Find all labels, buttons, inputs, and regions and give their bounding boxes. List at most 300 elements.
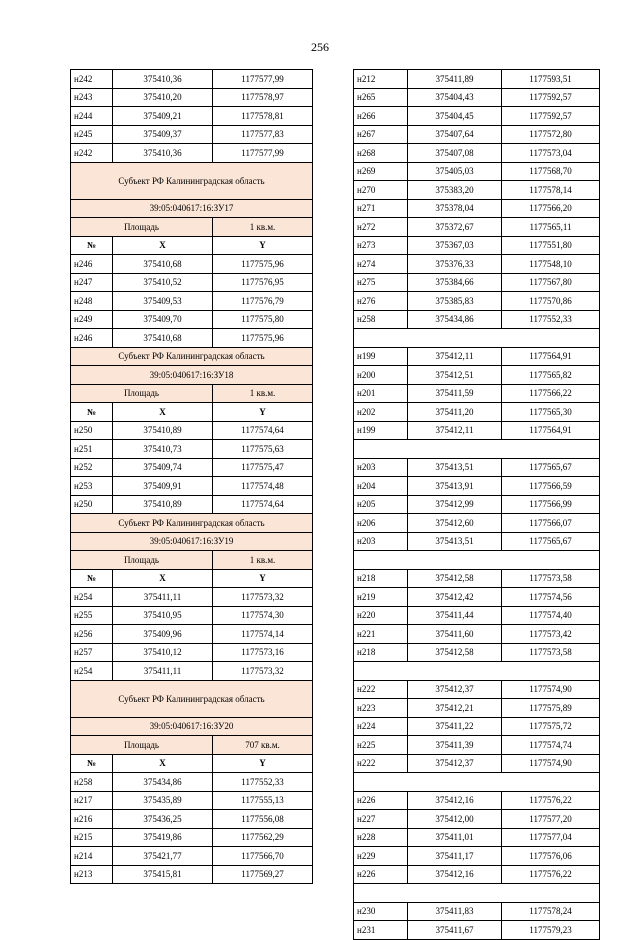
table-row: [71, 70, 313, 89]
table-row: [71, 588, 313, 607]
y-coordinate: 1177577,04: [502, 828, 600, 847]
point-number: н231: [354, 921, 408, 940]
table-row: [71, 273, 313, 292]
table-row: [71, 255, 313, 274]
x-coordinate: 375412,11: [408, 347, 502, 366]
y-coordinate: 1177577,99: [213, 70, 313, 89]
point-number: н268: [354, 144, 408, 163]
y-coordinate: 1177575,89: [502, 699, 600, 718]
y-coordinate: 1177548,10: [502, 255, 600, 274]
y-coordinate: 1177575,63: [213, 440, 313, 459]
y-coordinate: 1177577,20: [502, 810, 600, 829]
point-number: н250: [71, 421, 113, 440]
x-coordinate: 375410,68: [113, 329, 213, 348]
x-coordinate: 375410,95: [113, 606, 213, 625]
empty-cell: [354, 884, 600, 903]
y-coordinate: 1177572,80: [502, 125, 600, 144]
x-coordinate: 375410,20: [113, 88, 213, 107]
y-coordinate: 1177575,96: [213, 255, 313, 274]
point-number: н200: [354, 366, 408, 385]
table-row: [354, 458, 600, 477]
y-coordinate: 1177576,79: [213, 292, 313, 311]
y-coordinate: 1177573,58: [502, 569, 600, 588]
table-row: [71, 606, 313, 625]
x-coordinate: 375411,44: [408, 606, 502, 625]
table-row: [354, 181, 600, 200]
table-row: [354, 495, 600, 514]
x-coordinate: X: [113, 403, 213, 422]
section-title: 39:05:040617:16:ЗУ19: [71, 532, 313, 551]
y-coordinate: 1177593,51: [502, 70, 600, 89]
y-coordinate: 1177573,32: [213, 662, 313, 681]
section-header-row: [71, 199, 313, 218]
x-coordinate: 375409,53: [113, 292, 213, 311]
point-number: н242: [71, 144, 113, 163]
x-coordinate: X: [113, 569, 213, 588]
table-row: [71, 125, 313, 144]
table-row: [354, 125, 600, 144]
point-number: н212: [354, 70, 408, 89]
point-number: н255: [71, 606, 113, 625]
point-number: н218: [354, 569, 408, 588]
area-label: Площадь: [71, 551, 213, 570]
y-coordinate: 1177552,33: [502, 310, 600, 329]
x-coordinate: 375383,20: [408, 181, 502, 200]
point-number: н275: [354, 273, 408, 292]
point-number: н247: [71, 273, 113, 292]
x-coordinate: 375434,86: [113, 773, 213, 792]
y-coordinate: 1177566,22: [502, 384, 600, 403]
x-coordinate: 375411,11: [113, 662, 213, 681]
x-coordinate: 375410,36: [113, 144, 213, 163]
table-row: [71, 662, 313, 681]
point-number: н249: [71, 310, 113, 329]
y-coordinate: 1177574,90: [502, 754, 600, 773]
point-number: н216: [71, 810, 113, 829]
section-title: Субъект РФ Калининградская область: [71, 514, 313, 533]
x-coordinate: 375412,16: [408, 865, 502, 884]
table-row: [354, 199, 600, 218]
y-coordinate: 1177573,42: [502, 625, 600, 644]
table-row: [354, 643, 600, 662]
y-coordinate: 1177564,91: [502, 347, 600, 366]
y-coordinate: 1177574,56: [502, 588, 600, 607]
point-number: н254: [71, 662, 113, 681]
point-number: н256: [71, 625, 113, 644]
table-row: [354, 236, 600, 255]
point-number: н271: [354, 199, 408, 218]
x-coordinate: 375412,00: [408, 810, 502, 829]
area-value: 1 кв.м.: [213, 218, 313, 237]
table-row: [354, 532, 600, 551]
y-coordinate: Y: [213, 403, 313, 422]
section-title: Субъект РФ Калининградская область: [71, 162, 313, 199]
table-row: [354, 366, 600, 385]
x-coordinate: X: [113, 754, 213, 773]
x-coordinate: 375404,45: [408, 107, 502, 126]
point-number: н267: [354, 125, 408, 144]
table-row: [71, 865, 313, 884]
x-coordinate: 375411,11: [113, 588, 213, 607]
y-coordinate: 1177576,06: [502, 847, 600, 866]
point-number: н265: [354, 88, 408, 107]
point-number: н202: [354, 403, 408, 422]
table-row: [71, 292, 313, 311]
x-coordinate: 375404,43: [408, 88, 502, 107]
y-coordinate: 1177574,90: [502, 680, 600, 699]
area-value: 707 кв.м.: [213, 736, 313, 755]
x-coordinate: 375411,83: [408, 902, 502, 921]
point-number: н199: [354, 421, 408, 440]
point-number: н228: [354, 828, 408, 847]
y-coordinate: 1177578,24: [502, 902, 600, 921]
x-coordinate: 375411,67: [408, 921, 502, 940]
spacer-row: [354, 773, 600, 792]
y-coordinate: 1177575,72: [502, 717, 600, 736]
point-number: н199: [354, 347, 408, 366]
section-header-row: [71, 717, 313, 736]
point-number: н276: [354, 292, 408, 311]
table-row: [71, 477, 313, 496]
x-coordinate: 375412,51: [408, 366, 502, 385]
point-number: н203: [354, 532, 408, 551]
table-row: [71, 625, 313, 644]
table-row: [354, 477, 600, 496]
point-number: н246: [71, 255, 113, 274]
table-row: [354, 384, 600, 403]
point-number: №: [71, 236, 113, 255]
y-coordinate: 1177574,64: [213, 495, 313, 514]
table-header-row: [71, 569, 313, 588]
point-number: н242: [71, 70, 113, 89]
table-header-row: [71, 403, 313, 422]
x-coordinate: 375412,37: [408, 754, 502, 773]
x-coordinate: 375376,33: [408, 255, 502, 274]
y-coordinate: 1177552,33: [213, 773, 313, 792]
point-number: н222: [354, 680, 408, 699]
y-coordinate: 1177575,80: [213, 310, 313, 329]
x-coordinate: 375434,86: [408, 310, 502, 329]
spacer-row: [354, 551, 600, 570]
point-number: н274: [354, 255, 408, 274]
table-row: [354, 310, 600, 329]
table-row: [354, 625, 600, 644]
x-coordinate: 375409,37: [113, 125, 213, 144]
x-coordinate: 375413,51: [408, 458, 502, 477]
x-coordinate: 375410,68: [113, 255, 213, 274]
point-number: н246: [71, 329, 113, 348]
table-row: [354, 347, 600, 366]
point-number: н226: [354, 865, 408, 884]
section-title: 39:05:040617:16:ЗУ18: [71, 366, 313, 385]
empty-cell: [354, 551, 600, 570]
table-row: [354, 569, 600, 588]
spacer-row: [354, 884, 600, 903]
table-row: [354, 218, 600, 237]
point-number: н250: [71, 495, 113, 514]
area-label: Площадь: [71, 736, 213, 755]
page-number: 256: [311, 40, 329, 54]
x-coordinate: 375435,89: [113, 791, 213, 810]
y-coordinate: 1177576,22: [502, 791, 600, 810]
point-number: н220: [354, 606, 408, 625]
table-row: [354, 921, 600, 940]
point-number: н251: [71, 440, 113, 459]
point-number: н213: [71, 865, 113, 884]
x-coordinate: X: [113, 236, 213, 255]
x-coordinate: 375412,11: [408, 421, 502, 440]
x-coordinate: 375407,08: [408, 144, 502, 163]
point-number: н253: [71, 477, 113, 496]
section-header-row: [71, 347, 313, 366]
table-row: [71, 310, 313, 329]
x-coordinate: 375384,66: [408, 273, 502, 292]
y-coordinate: 1177562,29: [213, 828, 313, 847]
x-coordinate: 375409,70: [113, 310, 213, 329]
y-coordinate: 1177574,14: [213, 625, 313, 644]
y-coordinate: 1177574,48: [213, 477, 313, 496]
x-coordinate: 375405,03: [408, 162, 502, 181]
x-coordinate: 375412,58: [408, 569, 502, 588]
x-coordinate: 375409,74: [113, 458, 213, 477]
point-number: н215: [71, 828, 113, 847]
y-coordinate: 1177573,58: [502, 643, 600, 662]
y-coordinate: 1177566,20: [502, 199, 600, 218]
point-number: №: [71, 754, 113, 773]
y-coordinate: 1177577,99: [213, 144, 313, 163]
x-coordinate: 375413,91: [408, 477, 502, 496]
table-row: [354, 255, 600, 274]
table-row: [71, 144, 313, 163]
x-coordinate: 375409,91: [113, 477, 213, 496]
section-header-row: [71, 514, 313, 533]
table-row: [71, 107, 313, 126]
y-coordinate: 1177573,16: [213, 643, 313, 662]
table-row: [354, 847, 600, 866]
y-coordinate: 1177565,82: [502, 366, 600, 385]
area-row: [71, 218, 313, 237]
y-coordinate: 1177578,14: [502, 181, 600, 200]
x-coordinate: 375415,81: [113, 865, 213, 884]
table-row: [354, 70, 600, 89]
x-coordinate: 375411,17: [408, 847, 502, 866]
x-coordinate: 375412,58: [408, 643, 502, 662]
point-number: н201: [354, 384, 408, 403]
table-row: [354, 828, 600, 847]
y-coordinate: 1177576,95: [213, 273, 313, 292]
table-row: [354, 88, 600, 107]
point-number: н273: [354, 236, 408, 255]
point-number: н248: [71, 292, 113, 311]
x-coordinate: 375412,99: [408, 495, 502, 514]
area-row: [71, 551, 313, 570]
table-row: [71, 458, 313, 477]
y-coordinate: 1177551,80: [502, 236, 600, 255]
empty-cell: [354, 773, 600, 792]
point-number: н219: [354, 588, 408, 607]
y-coordinate: Y: [213, 754, 313, 773]
point-number: н257: [71, 643, 113, 662]
point-number: н205: [354, 495, 408, 514]
y-coordinate: 1177566,70: [213, 847, 313, 866]
y-coordinate: 1177566,07: [502, 514, 600, 533]
x-coordinate: 375411,39: [408, 736, 502, 755]
table-row: [354, 162, 600, 181]
x-coordinate: 375412,42: [408, 588, 502, 607]
x-coordinate: 375411,89: [408, 70, 502, 89]
point-number: н258: [71, 773, 113, 792]
section-title: 39:05:040617:16:ЗУ20: [71, 717, 313, 736]
y-coordinate: 1177567,80: [502, 273, 600, 292]
x-coordinate: 375419,86: [113, 828, 213, 847]
right-coordinates-table: [353, 69, 600, 940]
section-header-row: [71, 162, 313, 199]
area-row: [71, 384, 313, 403]
y-coordinate: 1177565,30: [502, 403, 600, 422]
table-row: [71, 643, 313, 662]
area-label: Площадь: [71, 384, 213, 403]
area-label: Площадь: [71, 218, 213, 237]
x-coordinate: 375378,04: [408, 199, 502, 218]
x-coordinate: 375436,25: [113, 810, 213, 829]
empty-cell: [354, 329, 600, 348]
section-title: Субъект РФ Калининградская область: [71, 680, 313, 717]
empty-cell: [354, 662, 600, 681]
y-coordinate: Y: [213, 236, 313, 255]
point-number: н221: [354, 625, 408, 644]
table-header-row: [71, 236, 313, 255]
table-row: [71, 773, 313, 792]
table-row: [354, 736, 600, 755]
table-row: [354, 680, 600, 699]
point-number: н203: [354, 458, 408, 477]
area-row: [71, 736, 313, 755]
x-coordinate: 375412,37: [408, 680, 502, 699]
point-number: н272: [354, 218, 408, 237]
x-coordinate: 375421,77: [113, 847, 213, 866]
x-coordinate: 375409,21: [113, 107, 213, 126]
table-row: [71, 421, 313, 440]
y-coordinate: 1177574,40: [502, 606, 600, 625]
point-number: н224: [354, 717, 408, 736]
y-coordinate: 1177573,04: [502, 144, 600, 163]
table-row: [71, 329, 313, 348]
y-coordinate: 1177574,74: [502, 736, 600, 755]
x-coordinate: 375412,21: [408, 699, 502, 718]
table-row: [71, 810, 313, 829]
y-coordinate: 1177565,11: [502, 218, 600, 237]
y-coordinate: 1177568,70: [502, 162, 600, 181]
x-coordinate: 375407,64: [408, 125, 502, 144]
table-row: [71, 828, 313, 847]
point-number: н229: [354, 847, 408, 866]
table-row: [354, 514, 600, 533]
point-number: №: [71, 569, 113, 588]
point-number: н225: [354, 736, 408, 755]
y-coordinate: 1177573,32: [213, 588, 313, 607]
section-header-row: [71, 680, 313, 717]
y-coordinate: 1177579,23: [502, 921, 600, 940]
point-number: н217: [71, 791, 113, 810]
table-row: [354, 403, 600, 422]
point-number: н244: [71, 107, 113, 126]
x-coordinate: 375410,52: [113, 273, 213, 292]
y-coordinate: 1177570,86: [502, 292, 600, 311]
table-row: [354, 107, 600, 126]
spacer-row: [354, 329, 600, 348]
point-number: н230: [354, 902, 408, 921]
empty-cell: [354, 440, 600, 459]
point-number: №: [71, 403, 113, 422]
x-coordinate: 375411,01: [408, 828, 502, 847]
x-coordinate: 375412,60: [408, 514, 502, 533]
table-row: [354, 588, 600, 607]
x-coordinate: 375410,12: [113, 643, 213, 662]
table-row: [354, 421, 600, 440]
y-coordinate: 1177574,64: [213, 421, 313, 440]
table-row: [354, 791, 600, 810]
table-header-row: [71, 754, 313, 773]
x-coordinate: 375411,60: [408, 625, 502, 644]
y-coordinate: 1177569,27: [213, 865, 313, 884]
y-coordinate: 1177566,99: [502, 495, 600, 514]
point-number: н226: [354, 791, 408, 810]
x-coordinate: 375411,59: [408, 384, 502, 403]
point-number: н254: [71, 588, 113, 607]
point-number: н245: [71, 125, 113, 144]
point-number: н204: [354, 477, 408, 496]
section-header-row: [71, 366, 313, 385]
y-coordinate: Y: [213, 569, 313, 588]
x-coordinate: 375372,67: [408, 218, 502, 237]
x-coordinate: 375367,03: [408, 236, 502, 255]
x-coordinate: 375411,22: [408, 717, 502, 736]
point-number: н218: [354, 643, 408, 662]
x-coordinate: 375385,83: [408, 292, 502, 311]
y-coordinate: 1177566,59: [502, 477, 600, 496]
y-coordinate: 1177556,08: [213, 810, 313, 829]
left-coordinates-table: [70, 69, 313, 884]
table-row: [71, 847, 313, 866]
table-row: [354, 810, 600, 829]
table-row: [354, 699, 600, 718]
point-number: н252: [71, 458, 113, 477]
area-value: 1 кв.м.: [213, 551, 313, 570]
table-row: [71, 495, 313, 514]
table-row: [71, 791, 313, 810]
y-coordinate: 1177592,57: [502, 88, 600, 107]
y-coordinate: 1177577,83: [213, 125, 313, 144]
table-row: [354, 292, 600, 311]
spacer-row: [354, 662, 600, 681]
table-row: [354, 754, 600, 773]
section-header-row: [71, 532, 313, 551]
y-coordinate: 1177564,91: [502, 421, 600, 440]
table-row: [71, 88, 313, 107]
point-number: н223: [354, 699, 408, 718]
table-row: [354, 717, 600, 736]
x-coordinate: 375412,16: [408, 791, 502, 810]
point-number: н222: [354, 754, 408, 773]
section-title: Субъект РФ Калининградская область: [71, 347, 313, 366]
y-coordinate: 1177578,97: [213, 88, 313, 107]
point-number: н206: [354, 514, 408, 533]
point-number: н266: [354, 107, 408, 126]
x-coordinate: 375409,96: [113, 625, 213, 644]
point-number: н243: [71, 88, 113, 107]
x-coordinate: 375413,51: [408, 532, 502, 551]
table-row: [354, 144, 600, 163]
